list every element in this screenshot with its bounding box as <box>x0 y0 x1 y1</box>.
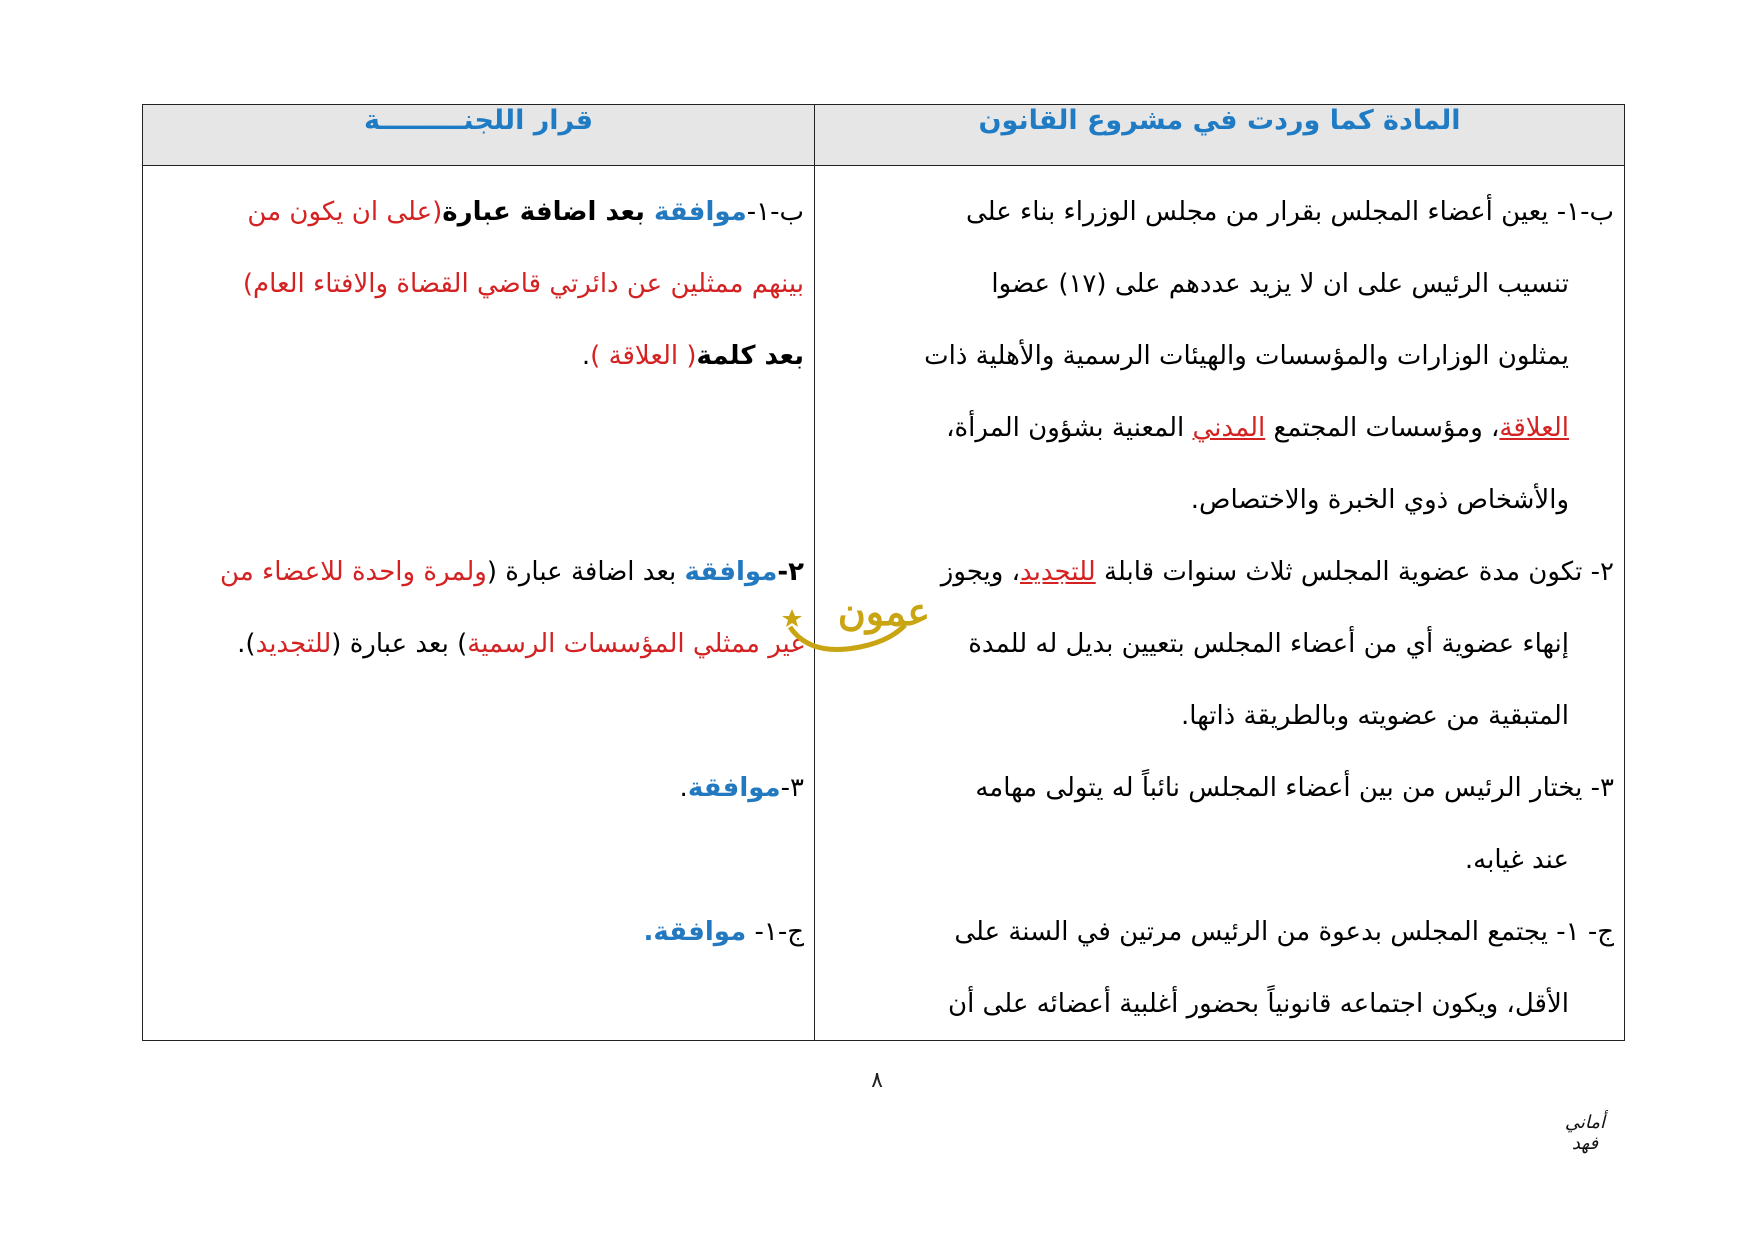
text-line <box>153 320 804 392</box>
header-committee-decision: قرار اللجنـــــــــة <box>143 105 815 166</box>
text-span: . <box>581 341 591 371</box>
approval-label: موافقة <box>684 557 778 587</box>
clause-c1-original <box>825 896 1614 1040</box>
text-span: ، ومؤسسات المجتمع <box>1265 413 1500 443</box>
page-number: ٨ <box>871 1068 883 1093</box>
text-line <box>153 176 804 248</box>
text-line: يمثلون الوزارات والمؤسسات والهيئات الرسمية والأهلية ذات <box>924 341 1569 371</box>
text-line: عند غيابه. <box>1464 845 1569 875</box>
text-line <box>825 392 1614 464</box>
text-line <box>153 896 804 968</box>
ammon-watermark-logo <box>780 585 950 665</box>
text-line: إنهاء عضوية أي من أعضاء المجلس بتعيين بديل له للمدة <box>968 629 1569 659</box>
highlighted-word: للتجديد <box>1020 557 1096 587</box>
text-line: ب-١- يعين أعضاء المجلس بقرار من مجلس الوزراء بناء على <box>965 197 1614 227</box>
clause-b1-decision <box>153 176 804 536</box>
text-span: ٢- تكون مدة عضوية المجلس ثلاث سنوات قابلة <box>1095 557 1614 587</box>
clause-c1-decision <box>153 896 804 968</box>
clause-number: ب-١- <box>746 197 804 227</box>
signature: أماني فهد <box>1564 1112 1606 1154</box>
added-text: غير ممثلي المؤسسات الرسمية <box>467 629 804 659</box>
clause-number: ٣- <box>780 773 804 803</box>
clause-b3-decision <box>153 752 804 896</box>
text-span: ، ويجوز <box>940 557 1020 587</box>
text-line: الأقل، ويكون اجتماعه قانونياً بحضور أغلبية أعضائه على أن <box>947 989 1569 1019</box>
added-text: ( العلاقة ) <box>590 341 697 371</box>
text-line: تنسيب الرئيس على ان لا يزيد عددهم على (١٧) عضوا <box>991 269 1569 299</box>
watermark-text: عمون <box>837 589 930 634</box>
added-text: (على ان يكون من <box>247 197 443 227</box>
text-line <box>153 536 804 608</box>
clause-b2-decision <box>153 536 804 752</box>
added-text: ولمرة واحدة للاعضاء من <box>220 557 487 587</box>
highlighted-word: المدني <box>1192 413 1266 443</box>
text-span: بعد كلمة <box>696 341 804 371</box>
text-span: بعد اضافة عبارة ( <box>486 557 685 587</box>
clause-number: ج-١- <box>746 917 804 947</box>
text-span: . <box>679 773 688 803</box>
added-text: للتجديد <box>255 629 332 659</box>
highlighted-word: العلاقة <box>1499 413 1569 443</box>
text-line <box>153 752 804 824</box>
committee-decision-cell <box>143 166 815 1041</box>
header-row <box>143 105 1625 166</box>
text-span: . <box>643 917 654 947</box>
text-line <box>153 248 804 320</box>
approval-label: موافقة <box>653 197 747 227</box>
clause-b3-original <box>825 752 1614 896</box>
approval-label: موافقة <box>687 773 781 803</box>
text-span: ) بعد عبارة ( <box>331 629 468 659</box>
text-line: والأشخاص ذوي الخبرة والاختصاص. <box>1190 485 1569 515</box>
comparison-table <box>142 104 1625 1041</box>
text-line: المتبقية من عضويته وبالطريقة ذاتها. <box>1181 701 1569 731</box>
clause-b1-original <box>825 176 1614 536</box>
approval-label: موافقة <box>653 917 747 947</box>
text-span: بعد اضافة عبارة <box>442 197 654 227</box>
text-line <box>153 608 804 680</box>
clause-number: ٢- <box>777 557 804 587</box>
text-line: ج- ١- يجتمع المجلس بدعوة من الرئيس مرتين في السنة على <box>954 917 1614 947</box>
added-text: بينهم ممثلين عن دائرتي قاضي القضاة والافتاء العام) <box>242 269 804 299</box>
text-line: ٣- يختار الرئيس من بين أعضاء المجلس نائباً له يتولى مهامه <box>975 773 1614 803</box>
text-span: المعنية بشؤون المرأة، <box>946 413 1193 443</box>
header-original-article: المادة كما وردت في مشروع القانون <box>815 105 1625 166</box>
text-span: ). <box>237 629 256 659</box>
